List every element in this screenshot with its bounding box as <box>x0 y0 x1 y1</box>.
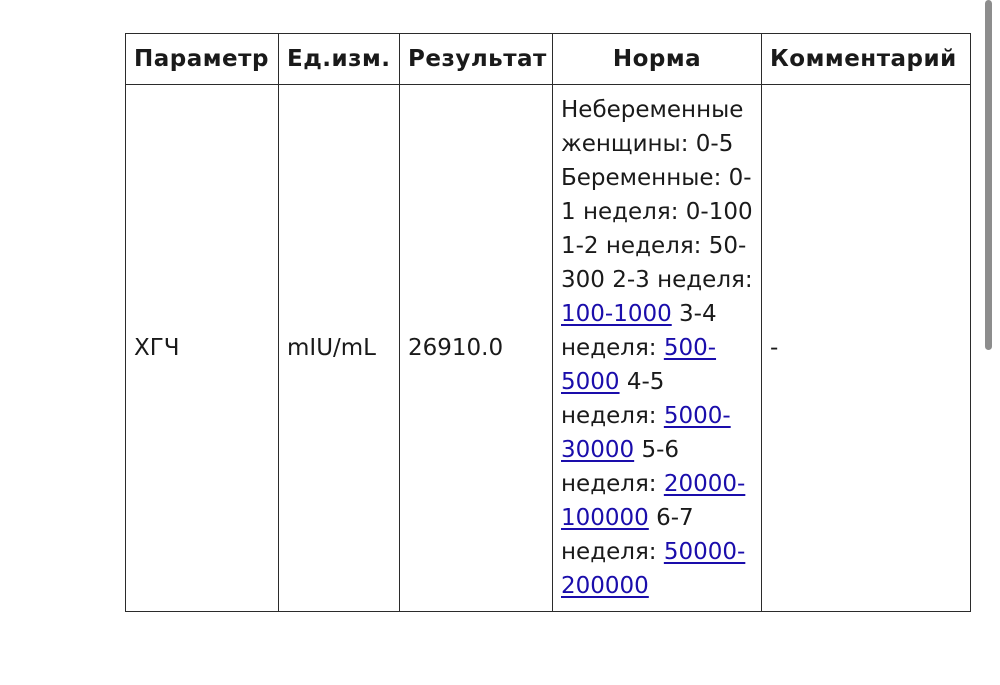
header-norm: Норма <box>553 34 762 85</box>
norm-text-4: 5-6 неделя: <box>561 437 680 497</box>
viewport-bottom-mask <box>0 648 1000 685</box>
norm-text-3: 4-5 неделя: <box>561 369 665 429</box>
cell-param: ХГЧ <box>126 85 279 612</box>
norm-text-1: Небеременные женщины: 0-5 Беременные: 0-1 неделя: 0-100 1-2 неделя: 50-300 2-3 неделя: <box>561 97 753 293</box>
header-unit: Ед.изм. <box>279 34 400 85</box>
results-table <box>125 33 971 612</box>
norm-text-5: 6-7 неделя: <box>561 505 694 565</box>
cell-unit: mIU/mL <box>279 85 400 612</box>
norm-link-5000-30000[interactable]: 5000-30000 <box>561 403 731 463</box>
table-row <box>126 85 971 612</box>
cell-comment: - <box>762 85 971 612</box>
cell-result: 26910.0 <box>400 85 553 612</box>
norm-link-500-5000[interactable]: 500-5000 <box>561 335 717 395</box>
scrollbar[interactable] <box>985 0 992 350</box>
header-result: Результат <box>400 34 553 85</box>
norm-link-50000-200000[interactable]: 50000-200000 <box>561 539 746 599</box>
norm-link-20000-100000[interactable]: 20000-100000 <box>561 471 746 531</box>
header-param: Параметр <box>126 34 279 85</box>
cell-norm <box>553 85 762 612</box>
table-header-row <box>126 34 971 85</box>
norm-link-100-1000[interactable]: 100-1000 <box>561 301 672 327</box>
norm-text-2: 3-4 неделя: <box>561 301 717 361</box>
header-comment: Комментарий <box>762 34 971 85</box>
